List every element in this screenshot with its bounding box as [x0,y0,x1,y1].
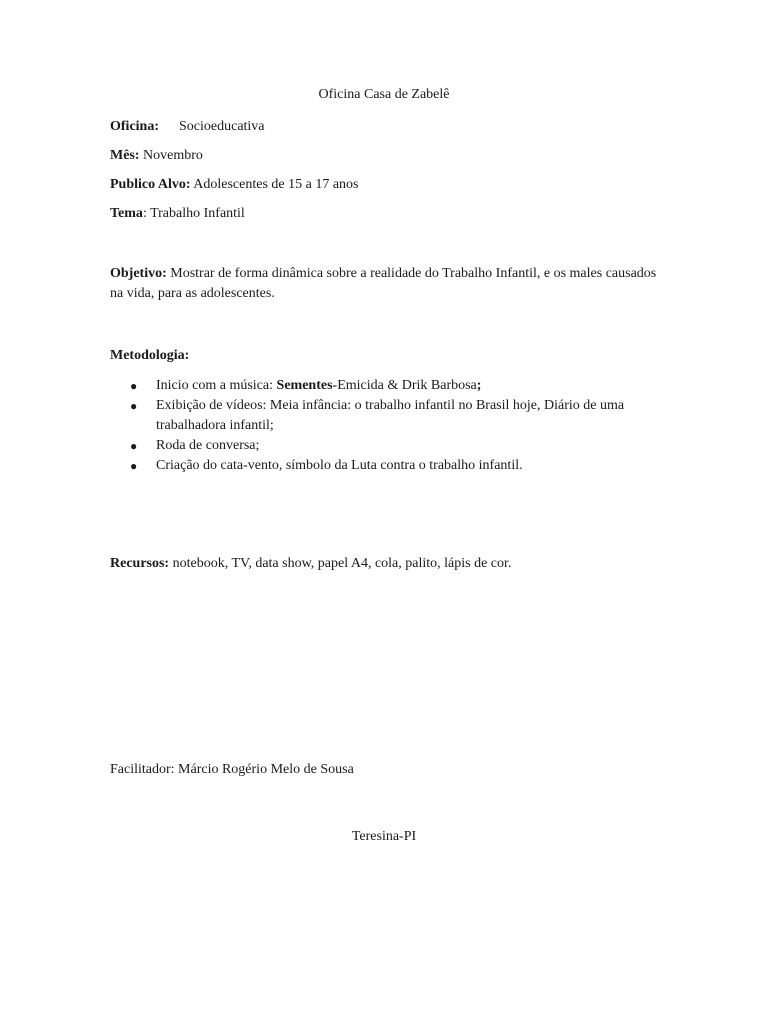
objetivo-label: Objetivo: [110,266,167,281]
objetivo-text: Mostrar de forma dinâmica sobre a realidade do Trabalho Infantil, e os males causados na vida, para as adolescentes. [110,266,657,301]
oficina-label: Oficina: [110,119,159,134]
publico-alvo-label: Publico Alvo: [110,177,191,192]
list-item [130,436,670,456]
song-artists: -Emicida & Drik Barbosa [332,378,477,393]
list-item-text: Inicio com a música: [156,378,277,393]
oficina-value: Socioeducativa [179,119,265,134]
metodologia-list [130,376,670,476]
tema-label: Tema [110,206,143,221]
document-title: Oficina Casa de Zabelê [318,87,450,102]
list-item-end: ; [476,378,482,393]
tema-value: : Trabalho Infantil [142,206,245,221]
list-item-text: Criação do cata-vento, símbolo da Luta contra o trabalho infantil. [156,458,523,473]
location-footer: Teresina-PI [351,829,417,844]
metodologia-heading [110,347,189,365]
song-title: Sementes [276,378,333,393]
facilitador-line: Facilitador: Márcio Rogério Melo de Sousa [110,762,354,777]
tema-line [110,205,245,223]
objetivo-paragraph [110,264,670,304]
bullet-icon: ● [130,459,138,473]
list-item [130,456,670,476]
oficina-line [110,118,265,136]
recursos-line [110,555,511,573]
mes-label: Mês: [110,148,140,163]
bullet-icon: ● [130,379,138,393]
list-item-text: Roda de conversa; [156,438,260,453]
mes-value: Novembro [143,148,203,163]
recursos-label: Recursos: [110,556,170,571]
mes-line [110,147,203,165]
list-item [130,396,670,436]
publico-alvo-value: Adolescentes de 15 a 17 anos [193,177,359,192]
bullet-icon: ● [130,439,138,453]
list-item [130,376,670,396]
recursos-value: notebook, TV, data show, papel A4, cola, palito, lápis de cor. [172,556,512,571]
bullet-icon: ● [130,399,138,413]
publico-alvo-line [110,176,358,194]
metodologia-label: Metodologia: [110,348,190,363]
list-item-text: Exibição de vídeos: Meia infância: o trabalho infantil no Brasil hoje, Diário de uma trabalhadora infantil; [156,398,625,433]
